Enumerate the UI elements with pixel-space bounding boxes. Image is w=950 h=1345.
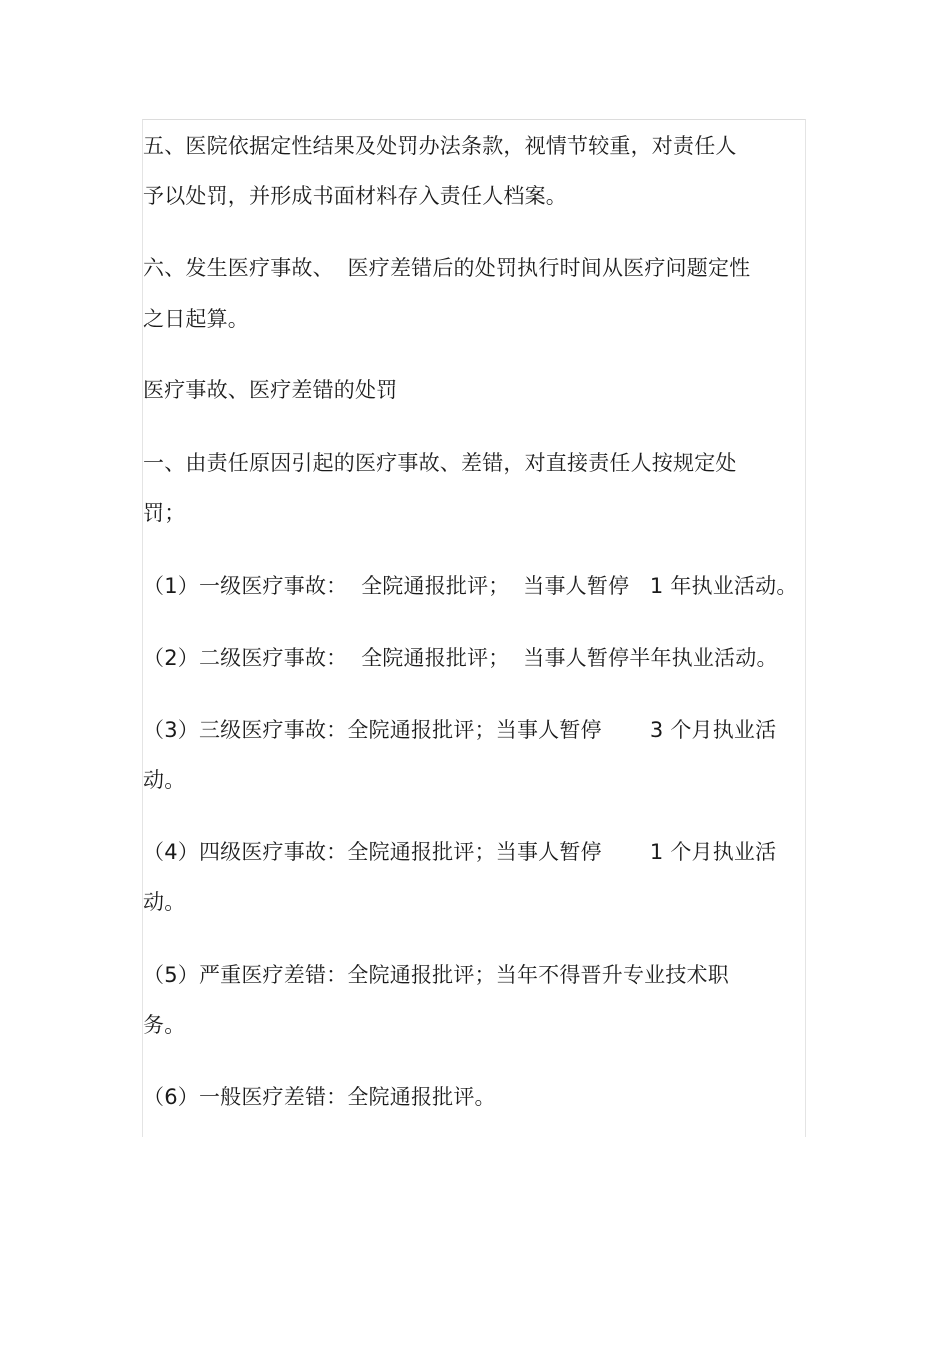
item-3-line-2: 动。 xyxy=(143,768,186,792)
paragraph-6-line-1: 六、发生医疗事故、 医疗差错后的处罚执行时间从医疗问题定性 xyxy=(143,256,751,280)
paragraph-5-line-1: 五、医院依据定性结果及处罚办法条款，视情节较重，对责任人 xyxy=(143,134,737,158)
item-5-line-1: （5）严重医疗差错：全院通报批评；当年不得晋升专业技术职 xyxy=(143,963,729,987)
item-4-line-2: 动。 xyxy=(143,890,186,914)
item-4-line-1: （4）四级医疗事故：全院通报批评；当事人暂停 1 个月执业活 xyxy=(143,840,777,864)
paragraph-1-line-2: 罚； xyxy=(143,501,186,525)
paragraph-5-line-2: 予以处罚，并形成书面材料存入责任人档案。 xyxy=(143,184,567,208)
section-heading: 医疗事故、医疗差错的处罚 xyxy=(143,378,398,402)
item-5-line-2: 务。 xyxy=(143,1013,186,1037)
paragraph-1-line-1: 一、由责任原因引起的医疗事故、差错，对直接责任人按规定处 xyxy=(143,451,737,475)
item-2: （2）二级医疗事故： 全院通报批评； 当事人暂停半年执业活动。 xyxy=(143,646,778,670)
item-6: （6）一般医疗差错：全院通报批评。 xyxy=(143,1085,496,1109)
item-3-line-1: （3）三级医疗事故：全院通报批评；当事人暂停 3 个月执业活 xyxy=(143,718,777,742)
item-1: （1）一级医疗事故： 全院通报批评； 当事人暂停 1 年执业活动。 xyxy=(143,574,798,598)
paragraph-6-line-2: 之日起算。 xyxy=(143,307,249,331)
